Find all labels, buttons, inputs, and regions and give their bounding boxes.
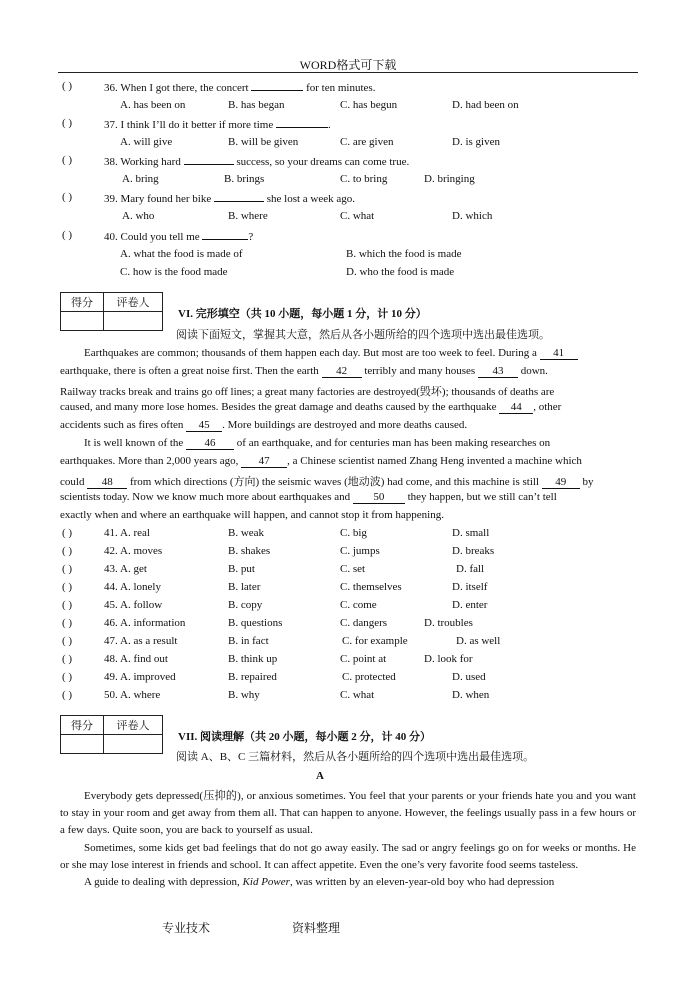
option-a: A. lonely <box>120 581 161 593</box>
header-title: WORD格式可下载 <box>299 58 397 72</box>
blank-44: 44 <box>499 401 533 414</box>
option-a: A. who <box>122 210 155 222</box>
blank-42: 42 <box>322 365 362 378</box>
section-instructions: 阅读 A、B、C 三篇材料，然后从各小题所给的四个选项中选出最佳选项。 <box>176 751 535 763</box>
question-number: 42. <box>104 545 118 557</box>
answer-paren: ( ) <box>62 563 73 575</box>
score-label: 得分 <box>61 293 104 312</box>
option-d: D. used <box>452 671 486 683</box>
option-c: C. are given <box>340 136 394 148</box>
answer-paren: ( ) <box>62 581 73 593</box>
answer-blank <box>184 154 234 165</box>
option-c: C. what <box>340 689 375 701</box>
option-c: C. has begun <box>340 99 398 111</box>
blank-41: 41 <box>540 347 578 360</box>
blank-49: 49 <box>542 476 580 489</box>
option-b: B. brings <box>224 173 265 185</box>
question-number: 43. <box>104 563 118 575</box>
grader-label: 评卷人 <box>104 716 163 735</box>
answer-paren: ( ) <box>62 671 73 683</box>
answer-paren: ( ) <box>62 527 73 539</box>
option-b: B. will be given <box>228 136 299 148</box>
option-d: D. had been on <box>452 99 519 111</box>
question-stem: 36. When I got there, the concert for ten minutes. <box>104 82 376 94</box>
question-number: 50. <box>104 689 118 701</box>
option-d: D. bringing <box>424 173 475 185</box>
grader-cell <box>104 312 163 331</box>
option-c: C. jumps <box>340 545 380 557</box>
answer-blank <box>251 80 303 91</box>
question-number: 44. <box>104 581 118 593</box>
option-a: A. improved <box>120 671 176 683</box>
option-d: D. look for <box>424 653 473 665</box>
score-cell <box>61 735 104 754</box>
option-b: B. in fact <box>228 635 269 647</box>
grader-cell <box>104 735 163 754</box>
option-a: A. as a result <box>120 635 178 647</box>
section-instructions: 阅读下面短文，掌握其大意，然后从各小题所给的四个选项中选出最佳选项。 <box>176 329 550 341</box>
option-a: A. bring <box>122 173 159 185</box>
header-rule <box>58 72 638 73</box>
option-d: D. fall <box>456 563 485 575</box>
answer-paren: ( ) <box>62 689 73 701</box>
score-label: 得分 <box>61 716 104 735</box>
reading-passage-a <box>60 788 636 891</box>
question-stem: 40. Could you tell me ? <box>104 231 254 243</box>
option-a: A. information <box>120 617 186 629</box>
answer-blank <box>202 229 248 240</box>
book-title: Kid Power <box>242 876 290 889</box>
option-b: B. repaired <box>228 671 277 683</box>
blank-48: 48 <box>87 476 127 489</box>
option-a: A. find out <box>120 653 168 665</box>
option-c: C. come <box>340 599 377 611</box>
option-c: C. dangers <box>340 617 388 629</box>
question-number: 47. <box>104 635 118 647</box>
answer-paren: ( ) <box>62 599 73 611</box>
answer-paren: ( ) <box>62 191 73 203</box>
option-a: A. where <box>120 689 161 701</box>
paragraph: Everybody gets depressed(压抑的), or anxious sometimes. You feel that your parents or your friends hate you and you want to stay in your room and get away from them all. That can happen to anyone. However, the feelings usually pass in a few hours or a few days. Quite soon, you are back to yourself as usual. <box>60 790 636 837</box>
answer-paren: ( ) <box>62 154 73 166</box>
question-number: 48. <box>104 653 118 665</box>
option-d: D. is given <box>452 136 500 148</box>
question-stem: 39. Mary found her bike she lost a week ago. <box>104 193 356 205</box>
option-d: D. troubles <box>424 617 473 629</box>
answer-paren: ( ) <box>62 80 73 92</box>
option-b: B. put <box>228 563 255 575</box>
option-a: A. follow <box>120 599 163 611</box>
option-a: A. what the food is made of <box>120 248 243 260</box>
paragraph: Sometimes, some kids get bad feelings that do not go away easily. The sad or angry feelings go on for weeks or months. He or she may lose interest in friends and school. It can affect appetite. Even the one’s very favorite food seems tasteless. <box>60 841 636 871</box>
footer-right: 资料整理 <box>292 921 341 935</box>
blank-47: 47 <box>241 455 287 468</box>
option-a: A. get <box>120 563 147 575</box>
option-c: C. set <box>340 563 366 575</box>
option-b: B. weak <box>228 527 265 539</box>
question-stem: 38. Working hard success, so your dreams can come true. <box>104 156 410 168</box>
grader-label: 评卷人 <box>104 293 163 312</box>
option-c: C. what <box>340 210 375 222</box>
answer-blank <box>276 117 328 128</box>
option-d: D. small <box>452 527 490 539</box>
option-c: C. to bring <box>340 173 388 185</box>
option-a: A. will give <box>120 136 173 148</box>
score-box <box>60 715 163 754</box>
option-c: C. for example <box>342 635 408 647</box>
option-c: C. how is the food made <box>120 266 228 278</box>
answer-paren: ( ) <box>62 229 73 241</box>
question-number: 45. <box>104 599 118 611</box>
answer-paren: ( ) <box>62 545 73 557</box>
option-d: D. enter <box>452 599 488 611</box>
answer-blank <box>214 191 264 202</box>
paragraph: A guide to dealing with depression, Kid Power, was written by an eleven-year-old boy who had depression <box>84 876 555 889</box>
option-a: A. real <box>120 527 150 539</box>
option-b: B. later <box>228 581 261 593</box>
blank-46: 46 <box>186 437 234 450</box>
option-c: C. point at <box>340 653 387 665</box>
option-a: A. has been on <box>120 99 186 111</box>
option-d: D. breaks <box>452 545 495 557</box>
blank-50: 50 <box>353 491 405 504</box>
option-b: B. has began <box>228 99 285 111</box>
option-a: A. moves <box>120 545 163 557</box>
passage-label: A <box>316 770 324 782</box>
score-cell <box>61 312 104 331</box>
option-d: D. when <box>452 689 490 701</box>
question-number: 49. <box>104 671 118 683</box>
question-stem: 37. I think I’ll do it better if more time . <box>104 119 331 131</box>
section-title: VII. 阅读理解（共 20 小题，每小题 2 分，计 40 分） <box>178 731 432 743</box>
option-b: B. which the food is made <box>346 248 462 260</box>
option-b: B. questions <box>228 617 283 629</box>
option-d: D. which <box>452 210 493 222</box>
option-c: C. themselves <box>340 581 402 593</box>
question-number: 41. <box>104 527 118 539</box>
answer-paren: ( ) <box>62 653 73 665</box>
option-d: D. as well <box>456 635 501 647</box>
option-d: D. who the food is made <box>346 266 455 278</box>
option-b: B. think up <box>228 653 278 665</box>
section-title: VI. 完形填空（共 10 小题，每小题 1 分，计 10 分） <box>178 308 427 320</box>
option-b: B. why <box>228 689 260 701</box>
answer-paren: ( ) <box>62 635 73 647</box>
option-d: D. itself <box>452 581 488 593</box>
answer-paren: ( ) <box>62 117 73 129</box>
footer-left: 专业技术 <box>162 921 211 935</box>
option-b: B. copy <box>228 599 263 611</box>
score-box <box>60 292 163 331</box>
blank-43: 43 <box>478 365 518 378</box>
answer-paren: ( ) <box>62 617 73 629</box>
option-c: C. big <box>340 527 367 539</box>
option-b: B. where <box>228 210 268 222</box>
blank-45: 45 <box>186 419 222 432</box>
question-number: 46. <box>104 617 118 629</box>
option-c: C. protected <box>342 671 396 683</box>
option-b: B. shakes <box>228 545 271 557</box>
